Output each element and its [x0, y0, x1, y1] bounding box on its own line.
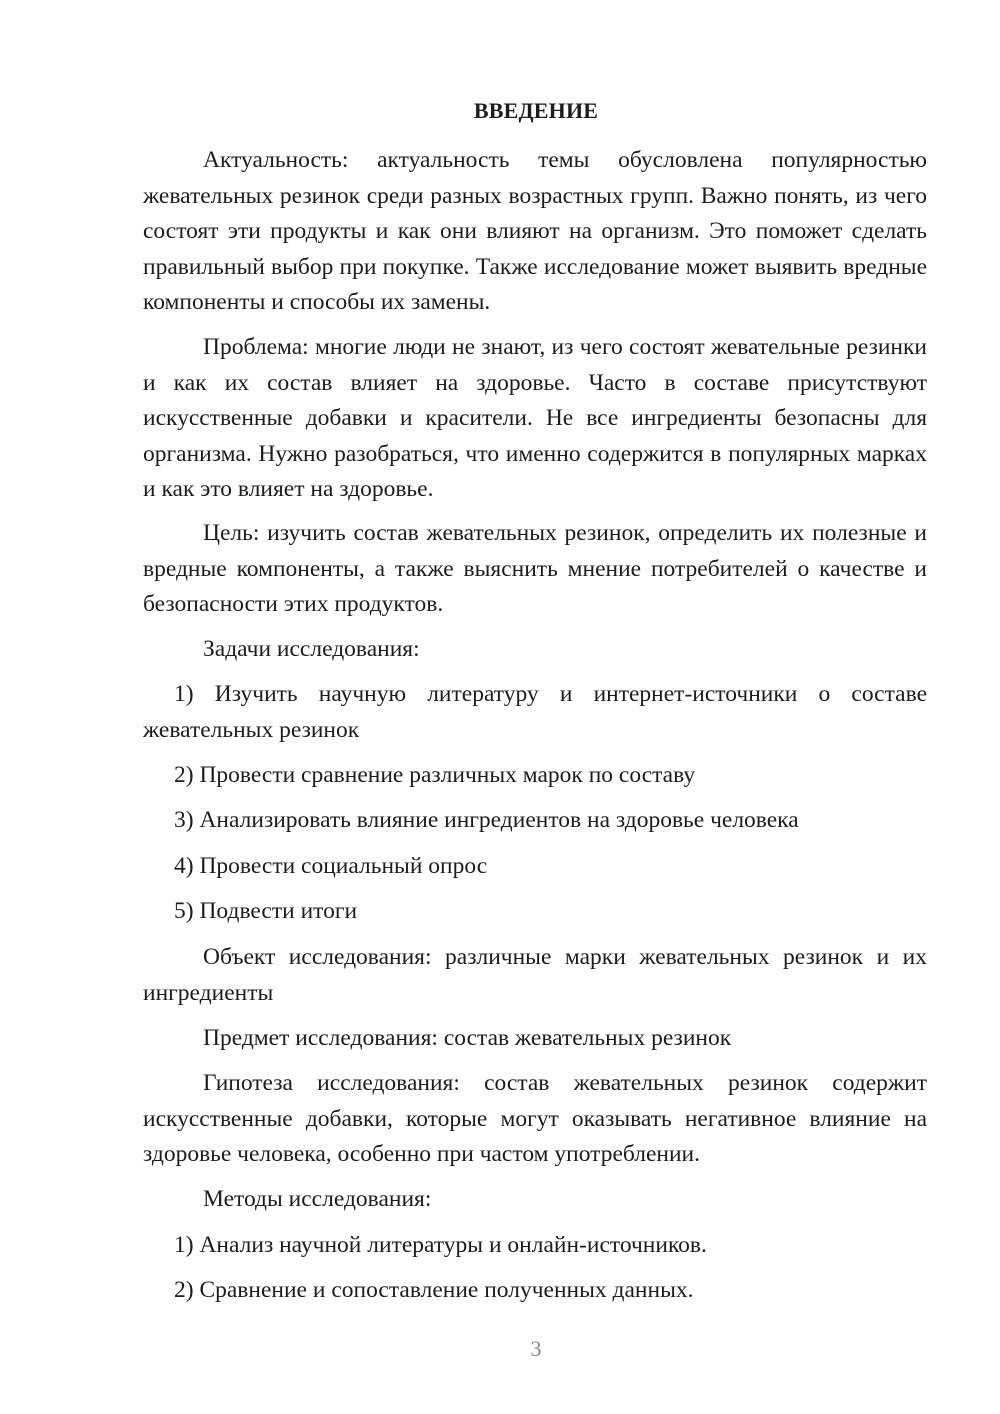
section-title: ВВЕДЕНИЕ — [473, 98, 599, 123]
page-number: 3 — [530, 1336, 542, 1361]
object-paragraph: Объект исследования: различные марки жевательных резинок и их ингредиенты — [143, 944, 927, 1006]
method-item: 2) Сравнение и сопоставление полученных данных. — [174, 1277, 694, 1303]
task-item: 4) Провести социальный опрос — [174, 853, 488, 879]
method-item: 1) Анализ научной литературы и онлайн-источников. — [174, 1232, 707, 1258]
methods-heading: Методы исследования: — [203, 1186, 432, 1212]
task-item: 1) Изучить научную литературу и интернет-источники о составе жевательных резинок — [143, 681, 927, 743]
task-item: 5) Подвести итоги — [174, 898, 358, 924]
relevance-paragraph: Актуальность: актуальность темы обусловлена популярностью жевательных резинок среди разных возрастных групп. Важно понять, из чего состоят эти продукты и как они влияют на организм. Это поможет сделать правильный выбор при покупке. Также исследование может выявить вредные компоненты и способы их замены. — [143, 147, 927, 315]
subject-paragraph: Предмет исследования: состав жевательных резинок — [203, 1025, 732, 1051]
tasks-heading: Задачи исследования: — [203, 636, 420, 662]
problem-paragraph: Проблема: многие люди не знают, из чего состоят жевательные резинки и как их состав влияет на здоровье. Часто в составе присутствуют искусственные добавки и красители. Не все ингредиенты безопасны для организма. Нужно разобраться, что именно содержится в популярных марках и как это влияет на здоровье. — [143, 334, 927, 502]
hypothesis-paragraph: Гипотеза исследования: состав жевательных резинок содержит искусственные добавки, которые могут оказывать негативное влияние на здоровье человека, особенно при частом употреблении. — [143, 1070, 927, 1167]
task-item: 3) Анализировать влияние ингредиентов на здоровье человека — [174, 807, 799, 833]
task-item: 2) Провести сравнение различных марок по составу — [174, 762, 696, 788]
goal-paragraph: Цель: изучить состав жевательных резинок, определить их полезные и вредные компоненты, а также выяснить мнение потребителей о качестве и безопасности этих продуктов. — [143, 520, 927, 617]
